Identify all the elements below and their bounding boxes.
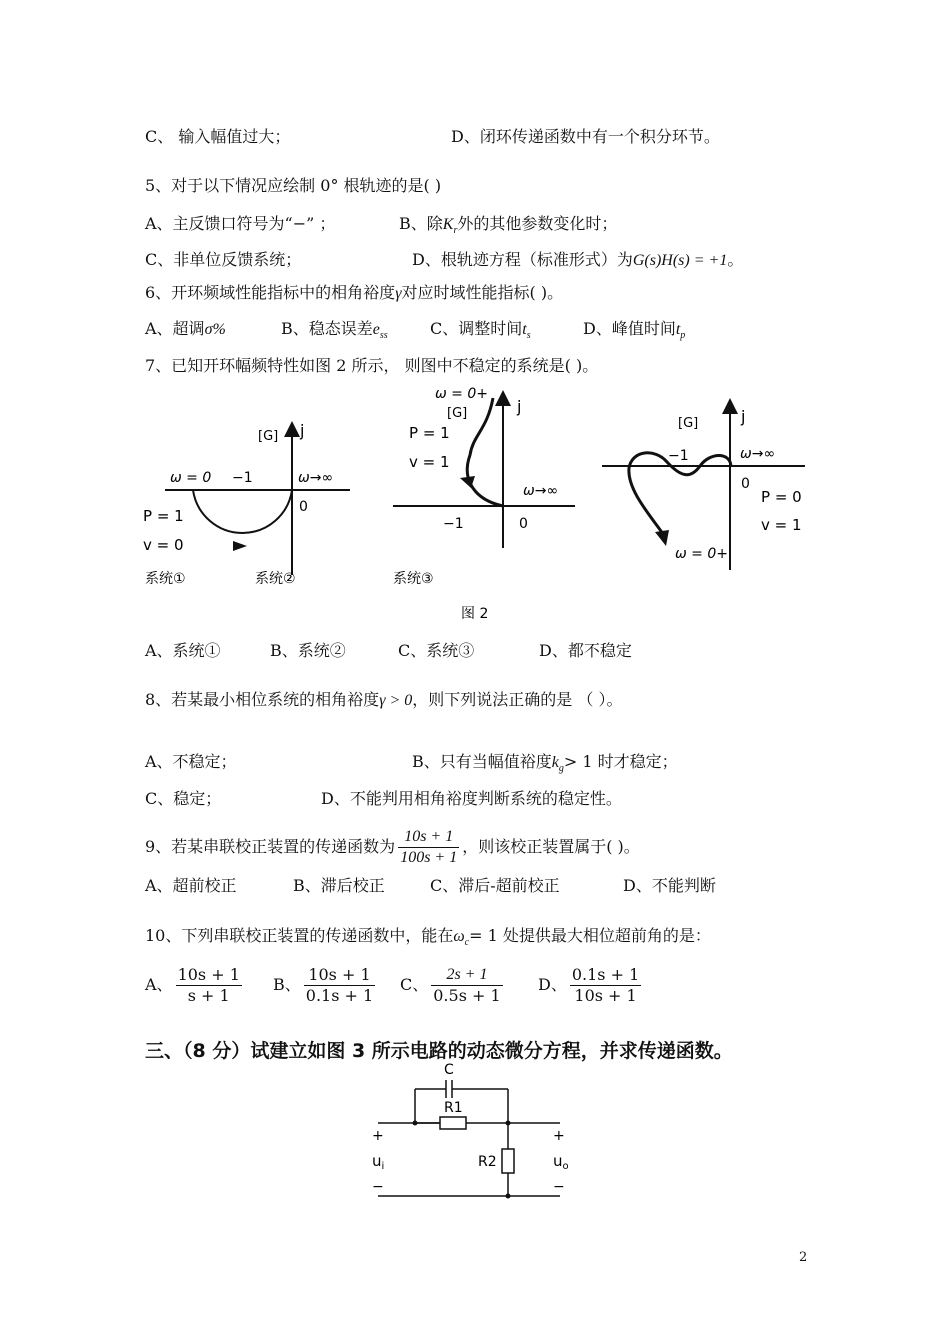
q8-option-b: B、只有当幅值裕度$k_g> 1$ 时才稳定； bbox=[412, 752, 678, 775]
omega-inf-label: ω→∞ bbox=[523, 483, 559, 499]
omega-zero-label: ω = 0+ bbox=[675, 546, 728, 562]
omega-inf-label: ω→∞ bbox=[740, 446, 776, 462]
minus-one-label: −1 bbox=[668, 448, 689, 464]
q7-option-a: A、系统① bbox=[145, 641, 221, 660]
q9-option-b: B、滞后校正 bbox=[293, 876, 385, 895]
output-minus-label: − bbox=[553, 1179, 565, 1195]
resistor-r1 bbox=[440, 1117, 466, 1129]
resistor-r2 bbox=[502, 1149, 514, 1173]
q5-option-b: B、除$K_r$外的其他参数变化时； bbox=[399, 214, 618, 237]
q5-option-a: A、主反馈口符号为“−” ； bbox=[145, 214, 336, 233]
v-label: v = 0 bbox=[143, 536, 184, 554]
q5-stem: 5、对于以下情况应绘制 0° 根轨迹的是( ) bbox=[145, 176, 442, 195]
node-dot bbox=[506, 1194, 511, 1199]
direction-arrow bbox=[655, 530, 669, 546]
system-2-label: 系统② bbox=[255, 571, 296, 587]
direction-arrow bbox=[233, 541, 247, 551]
q6-option-a: A、超调σ% bbox=[145, 319, 226, 338]
output-voltage-label: $u_o$ bbox=[553, 1152, 569, 1172]
node-dot bbox=[413, 1121, 418, 1126]
j-label: j bbox=[300, 421, 305, 440]
q8-option-a: A、不稳定； bbox=[145, 752, 237, 771]
q4-option-d: D、闭环传递函数中有一个积分环节。 bbox=[451, 127, 720, 146]
q7-stem: 7、已知开环幅频特性如图 2 所示， 则图中不稳定的系统是( )。 bbox=[145, 356, 599, 375]
q6-stem: 6、开环频域性能指标中的相角裕度γ对应时域性能指标( )。 bbox=[145, 283, 564, 302]
g-label: [G] bbox=[447, 406, 468, 421]
node-dot bbox=[506, 1121, 511, 1126]
origin-label: 0 bbox=[299, 499, 308, 515]
nyquist-plot-3 bbox=[602, 402, 805, 570]
input-voltage-label: $u_i$ bbox=[372, 1152, 385, 1172]
q10-option-d: D、 $\frac{0.1s + 1}{10s + 1}$ bbox=[538, 965, 640, 1005]
j-label: j bbox=[741, 407, 746, 426]
q4-option-c: C、 输入幅值过大； bbox=[145, 127, 291, 146]
nyquist-plot-1 bbox=[143, 421, 350, 575]
origin-label: 0 bbox=[741, 476, 750, 492]
minus-one-label: −1 bbox=[443, 516, 464, 532]
q9-option-d: D、不能判断 bbox=[623, 876, 716, 895]
q6-option-b: B、稳态误差$e_{ss}$ bbox=[281, 319, 388, 342]
q8-stem: 8、若某最小相位系统的相角裕度γ > 0，则下列说法正确的是 （ ）。 bbox=[145, 690, 623, 709]
g-label: [G] bbox=[678, 416, 699, 431]
omega-inf-label: ω→∞ bbox=[298, 470, 334, 486]
p-label: P = 0 bbox=[761, 488, 802, 506]
q5-option-d: D、根轨迹方程（标准形式）为G(s)H(s) = +1。 bbox=[412, 250, 744, 269]
q6-option-c: C、调整时间$t_s$ bbox=[430, 319, 531, 342]
q7-option-b: B、系统② bbox=[270, 641, 346, 660]
q9-option-a: A、超前校正 bbox=[145, 876, 237, 895]
capacitor-label: C bbox=[444, 1062, 454, 1078]
q7-option-d: D、都不稳定 bbox=[539, 641, 632, 660]
system-3-label: 系统③ bbox=[393, 571, 434, 587]
q9-stem: 9、若某串联校正装置的传递函数为 $\frac{10s + 1}{100s + 1}$ ，则该校正装置属于( )。 bbox=[145, 828, 640, 866]
g-label: [G] bbox=[258, 429, 279, 444]
system-1-label: 系统① bbox=[145, 571, 186, 587]
q5-option-c: C、非单位反馈系统； bbox=[145, 250, 302, 269]
v-label: v = 1 bbox=[761, 516, 802, 534]
circuit-figure-3 bbox=[360, 1058, 590, 1203]
origin-label: 0 bbox=[519, 516, 528, 532]
q10-option-b: B、 $\frac{10s + 1}{0.1s + 1}$ bbox=[273, 965, 374, 1005]
input-minus-label: − bbox=[372, 1179, 384, 1195]
q10-stem: 10、下列串联校正装置的传递函数中，能在$\omega_c= 1$ 处提供最大相位超前角的是： bbox=[145, 926, 711, 949]
input-plus-label: + bbox=[372, 1128, 384, 1144]
v-label: v = 1 bbox=[409, 453, 450, 471]
minus-one-label: −1 bbox=[232, 470, 253, 486]
nyquist-curve bbox=[193, 490, 292, 533]
q9-option-c: C、滞后-超前校正 bbox=[430, 876, 560, 895]
r2-label: R2 bbox=[478, 1154, 497, 1170]
p-label: P = 1 bbox=[143, 507, 184, 525]
q9-transfer-function: $\frac{10s + 1}{100s + 1}$ bbox=[400, 828, 458, 866]
nyquist-plot-2 bbox=[393, 386, 575, 548]
section-3-heading: 三、（8 分）试建立如图 3 所示电路的动态微分方程，并求传递函数。 bbox=[145, 1040, 733, 1062]
p-label: P = 1 bbox=[409, 424, 450, 442]
q7-option-c: C、系统③ bbox=[398, 641, 475, 660]
nyquist-curve bbox=[467, 398, 503, 506]
omega-zero-label: ω = 0 bbox=[170, 470, 212, 486]
q8-option-d: D、不能判用相角裕度判断系统的稳定性。 bbox=[321, 789, 622, 808]
figure-2 bbox=[135, 380, 825, 620]
page-number: 2 bbox=[799, 1250, 808, 1265]
q10-option-c: C、 $\frac{2s + 1}{0.5s + 1}$ bbox=[400, 966, 501, 1005]
r1-label: R1 bbox=[444, 1100, 463, 1116]
omega-zero-label: ω = 0+ bbox=[435, 386, 488, 402]
q10-option-a: A、 $\frac{10s + 1}{s + 1}$ bbox=[145, 965, 240, 1005]
output-plus-label: + bbox=[553, 1128, 565, 1144]
q6-option-d: D、峰值时间$t_p$ bbox=[583, 319, 686, 342]
figure-caption: 图 2 bbox=[461, 606, 489, 620]
j-label: j bbox=[517, 397, 522, 416]
q8-option-c: C、稳定； bbox=[145, 789, 222, 808]
